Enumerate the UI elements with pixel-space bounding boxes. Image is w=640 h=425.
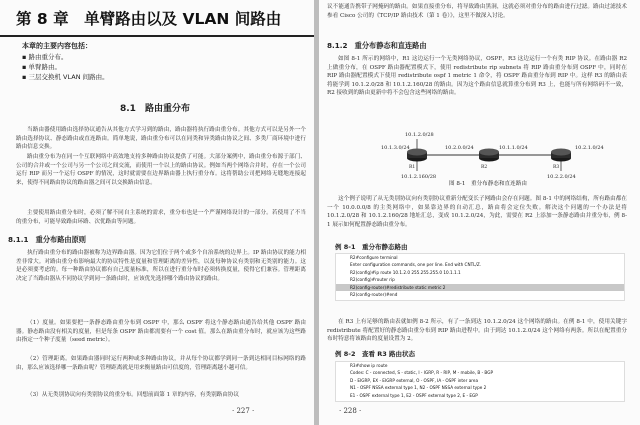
paragraph: 这个例子说明了从无类别协议向有类别协议重新分配变长子网路由会存在问题。图 8-1 中的网络结构，所有路由都在一个 10.0.0.0/8 的主类网络中，如果靠边界的自动汇总，路由将会定位失败。解决这个问题的一个办法是将 10.1.2.0/28 和 10.1.2.160/28 地址汇总，变成 10.1.2.0/24，为此，需要在 R2 上添加一条静态路由并重分布，例 8-1 展示如何配置静态路由重分布。 [327, 196, 627, 228]
paragraph: （2）管理距离。如果路由器同时运行两种或多种路由协议，并从每个协议都学到同一条到达相同目标网络的路由，那么应该选择哪一条路由呢？管理距离就是用来衡量路由可信度的，管理距离越小越可信。 [16, 356, 306, 371]
right-page [319, 0, 640, 425]
network-label: 10.1.1.0/24 [499, 145, 528, 151]
code-line: R2(config-router)#end [350, 291, 398, 297]
subsection-title: 8.1.1 重分布路由原则 [8, 235, 86, 244]
paragraph: 当路由器使用路由选择协议通告从其他方式学习到的路由，路由器将执行路由重分布。其他方式可以是另外一个路由选择协议、静态路由或直连路由。简单地说，路由重分布可以在同类和异类路由协议之间、多类厂商环境中进行路由信息交换。 [16, 127, 306, 150]
code-block [335, 361, 625, 402]
example-label: 例 8-2 查看 R3 路由状态 [335, 350, 416, 358]
code-line: D - EIGRP, EX - EIGRP external, O - OSPF, IA - OSPF inter area [350, 377, 479, 383]
network-label: 10.1.2.0/28 [405, 132, 434, 138]
chapter-title: 第 8 章 单臂路由以及 VLAN 间路由 [16, 10, 282, 28]
intro-title: 本章的主要内容包括： [22, 42, 92, 50]
code-line: Codes: C - connected, S - static, I - IGRP, R - RIP, M - mobile, B - BGP [350, 370, 493, 376]
paragraph: 如图 8-1 所示的网络中，R1 这边运行一个无类网络协议，OSPF，R3 这边运行一个有类 RIP 协议。在路由器 R2 上做重分布，在 OSPF 路由器配置模式下，使用 redistribute rip subnets 将 RIP 路由重分布到 OSPF 中，同时在 RIP 路由器配置模式下使用 redistribute ospf 1 metric 1 命令，将 OSPF 路由重分布到 RIP 中。这样 R3 的路由表将能学到 10.1.2.0/28 和 10.1.2.160/28 的路由。因为这个路由信息就算重分布到 R3 上，也能与所有网络码不一致，R2 接收到的路由更新中将不会包含这些网络的路由。 [327, 56, 627, 96]
network-label: 10.1.2.160/28 [401, 174, 437, 180]
code-line: Enter configuration commands, one per line. End with CNTL/Z. [350, 262, 482, 268]
code-line: R2(config)#router rip [350, 277, 395, 283]
figure-caption: 图 8-1 重分布静态和直连路由 [449, 181, 527, 187]
code-line-highlighted: R2(config-router)#redistribute static metric 2 [336, 284, 624, 291]
page-number: · 227 · [232, 407, 255, 415]
paragraph: 主要使用路由重分布时，必须了解不同自主系统的需求，重分布也是一个严谨网络设计的一部分。若使用了不当的重分布，可能导致路由环路、次优路由等问题。 [16, 210, 306, 225]
section-title: 8.1 路由重分布 [120, 104, 190, 114]
code-line: N1 - OSPF NSSA external type 1, N2 - OSPF NSSA external type 2 [350, 385, 487, 391]
router-name: R1 [409, 165, 416, 170]
network-label: 10.2.0.0/24 [445, 145, 474, 151]
code-block [335, 253, 625, 301]
left-page [0, 0, 314, 425]
router-name: R2 [481, 165, 488, 170]
router-name: R3 [553, 165, 560, 170]
network-label: 10.1.3.0/24 [381, 145, 410, 151]
paragraph: 在 R3 上有足够的路由表就如例 8-2 所示，有了一条到达 10.1.2.0/24 这个网络的路由。在例 8-1 中，使用关键字 redistribute 将配置好的静态路由重分布到 RIP 路由进程中。由于到达 10.1.2.0/24 这个网络有两条。所以在配置重分布时特意将该路由的度量设置为 2。 [327, 319, 627, 342]
intro-item: ▪ 路由重分布。 [22, 53, 68, 61]
code-line: R2(config)#ip route 10.1.2.0 255.255.255.0 10.1.1.1 [350, 269, 461, 275]
paragraph: 路由重分布为在同一个互联网络中高效地支持多种路由协议提供了可能。大部分案例中，路由重分布源于部门、公司的合并或一个公司与另一个公司之间交流，而使用一个以上的路由协议。例如当两个网络合并时，存在一个公司运行 RIP 而另一个运行 OSPF 的情况，这时就需要在边界路由器上执行重分布。这将帮助公司把网络无缝地连接起来，使得不同路由协议的路由器之间可以交换路由信息。 [16, 154, 306, 186]
network-label: 10.2.2.0/24 [547, 174, 576, 180]
paragraph: （1）度量。如果要把一条静态路由重分布到 OSPF 中，那么 OSPF 将这个静态路由通告给其他 OSPF 路由器。静态路由没有相关的度量，但是每条 OSPF 路由都需要有一个 cost 值。那么在路由重分布时，就应该为这些路由指定一个种子度量（seed metric）。 [16, 320, 306, 343]
example-label: 例 8-1 重分布静态路由 [335, 243, 408, 251]
subsection-title: 8.1.2 重分布静态和直连路由 [327, 41, 427, 50]
chapter-title-rule [0, 35, 314, 37]
page-number: · 228 · [339, 407, 362, 415]
paragraph: 议不能通告携带子网掩码的路由。如果直接重分布，将导致路由黑洞，这就必须对重分布的路由进行过滤。路由过滤技术参看 Cisco 公司的《TCP/IP 路由技术（第 1 卷）》，这里不做深入讨论。 [327, 4, 627, 19]
intro-item: ▪ 三层交换机 VLAN 间路由。 [22, 73, 109, 81]
paragraph: 执行路由重分布的路由器被称为边界路由器。因为它们位于两个或多个自治系统的边界上。IP 路由协议的能力相差非常大。对路由重分布影响最大的协议特性是度量和管理距离的差异性，以及每种协议有类别和无类别的能力。这是必须要考虑的。每一种路由协议都有自己度量标准，所以在进行重分布时必须转换度量，使得它们兼容。管理距离决定了当路由器从不同协议学到同一条路由时，应该优先选择哪个路由协议的路由。 [16, 250, 306, 282]
paragraph: （3）从无类别协议向有类别协议的重分布。回想前面第 1 章的内容，有类别路由协议 [27, 392, 240, 398]
router-r3-icon [551, 149, 571, 162]
code-line: R3#show ip route [350, 363, 388, 368]
router-r2-icon [479, 149, 499, 162]
router-r1-icon [407, 149, 427, 162]
code-line: R2#configure terminal [350, 255, 398, 260]
intro-item: ▪ 单臂路由。 [22, 63, 61, 71]
code-line: E1 - OSPF external type 1, E2 - OSPF external type 2, E - EGP [350, 392, 478, 398]
network-label: 10.2.1.0/24 [575, 145, 604, 151]
